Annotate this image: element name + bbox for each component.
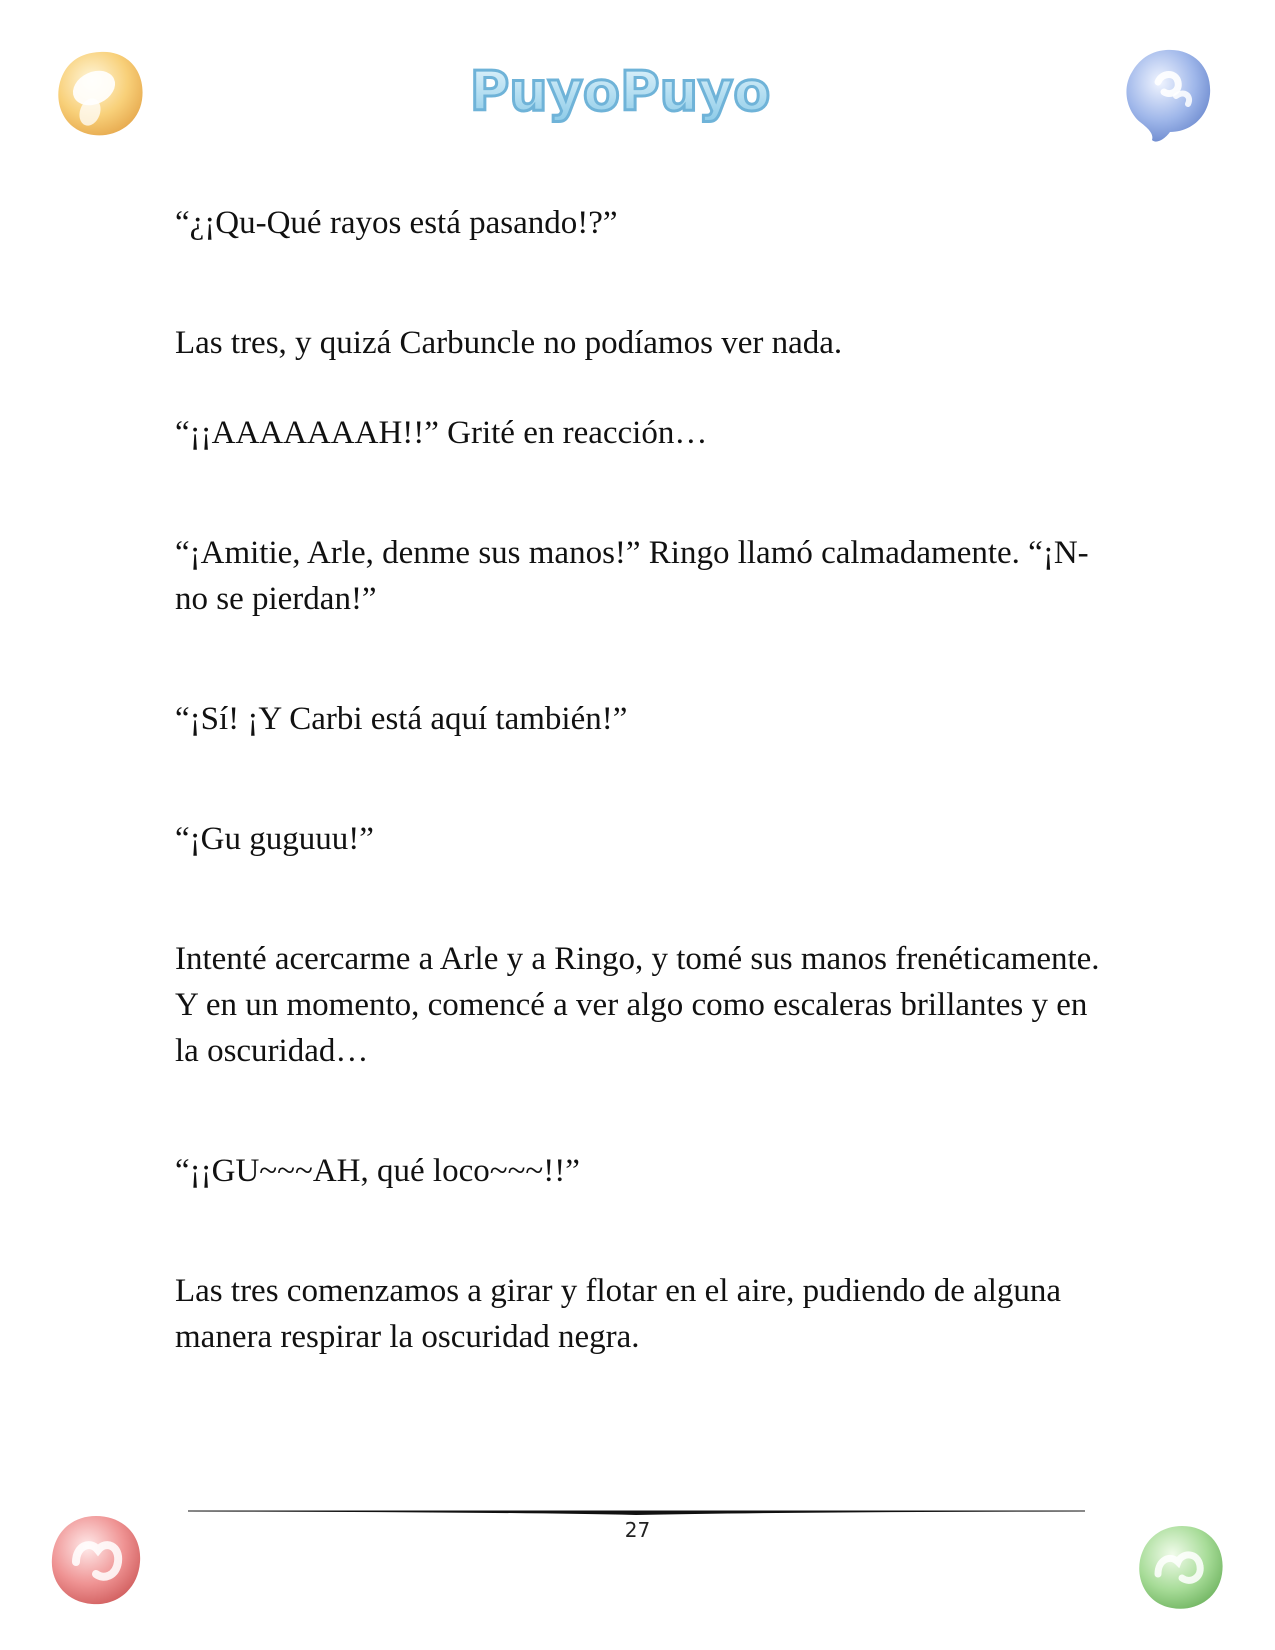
paragraph: “¡¡GU~~~AH, qué loco~~~!!” [175, 1153, 580, 1189]
footer-divider [188, 1506, 1085, 1518]
paragraph: “¡Amitie, Arle, denme sus manos!” Ringo llamó calmadamente. “¡N-no se pierdan!” [175, 535, 1089, 617]
blue-puyo-icon [1118, 44, 1218, 144]
paragraph: “¡Sí! ¡Y Carbi está aquí también!” [175, 701, 628, 737]
page-number: 27 [624, 1518, 651, 1542]
story-text [175, 200, 1110, 1360]
logo-text: PuyoPuyo [469, 60, 771, 123]
paragraph: “¡Gu guguuu!” [175, 821, 374, 857]
green-puyo-icon [1130, 1518, 1230, 1618]
paragraph: Las tres comenzamos a girar y flotar en el aire, pudiendo de alguna manera respirar la oscuridad negra. [175, 1273, 1062, 1355]
yellow-puyo-icon [50, 44, 150, 144]
puyopuyo-logo [469, 52, 771, 130]
paragraph: Las tres, y quizá Carbuncle no podíamos ver nada. [175, 325, 843, 361]
red-puyo-icon [46, 1510, 146, 1610]
paragraph: Intenté acercarme a Arle y a Ringo, y tomé sus manos frenéticamente. Y en un momento, comencé a ver algo como escaleras brillantes y en la oscuridad… [175, 941, 1100, 1069]
paragraph: “¿¡Qu-Qué rayos está pasando!?” [175, 205, 618, 241]
paragraph: “¡¡AAAAAAAH!!” Grité en reacción… [175, 415, 708, 451]
